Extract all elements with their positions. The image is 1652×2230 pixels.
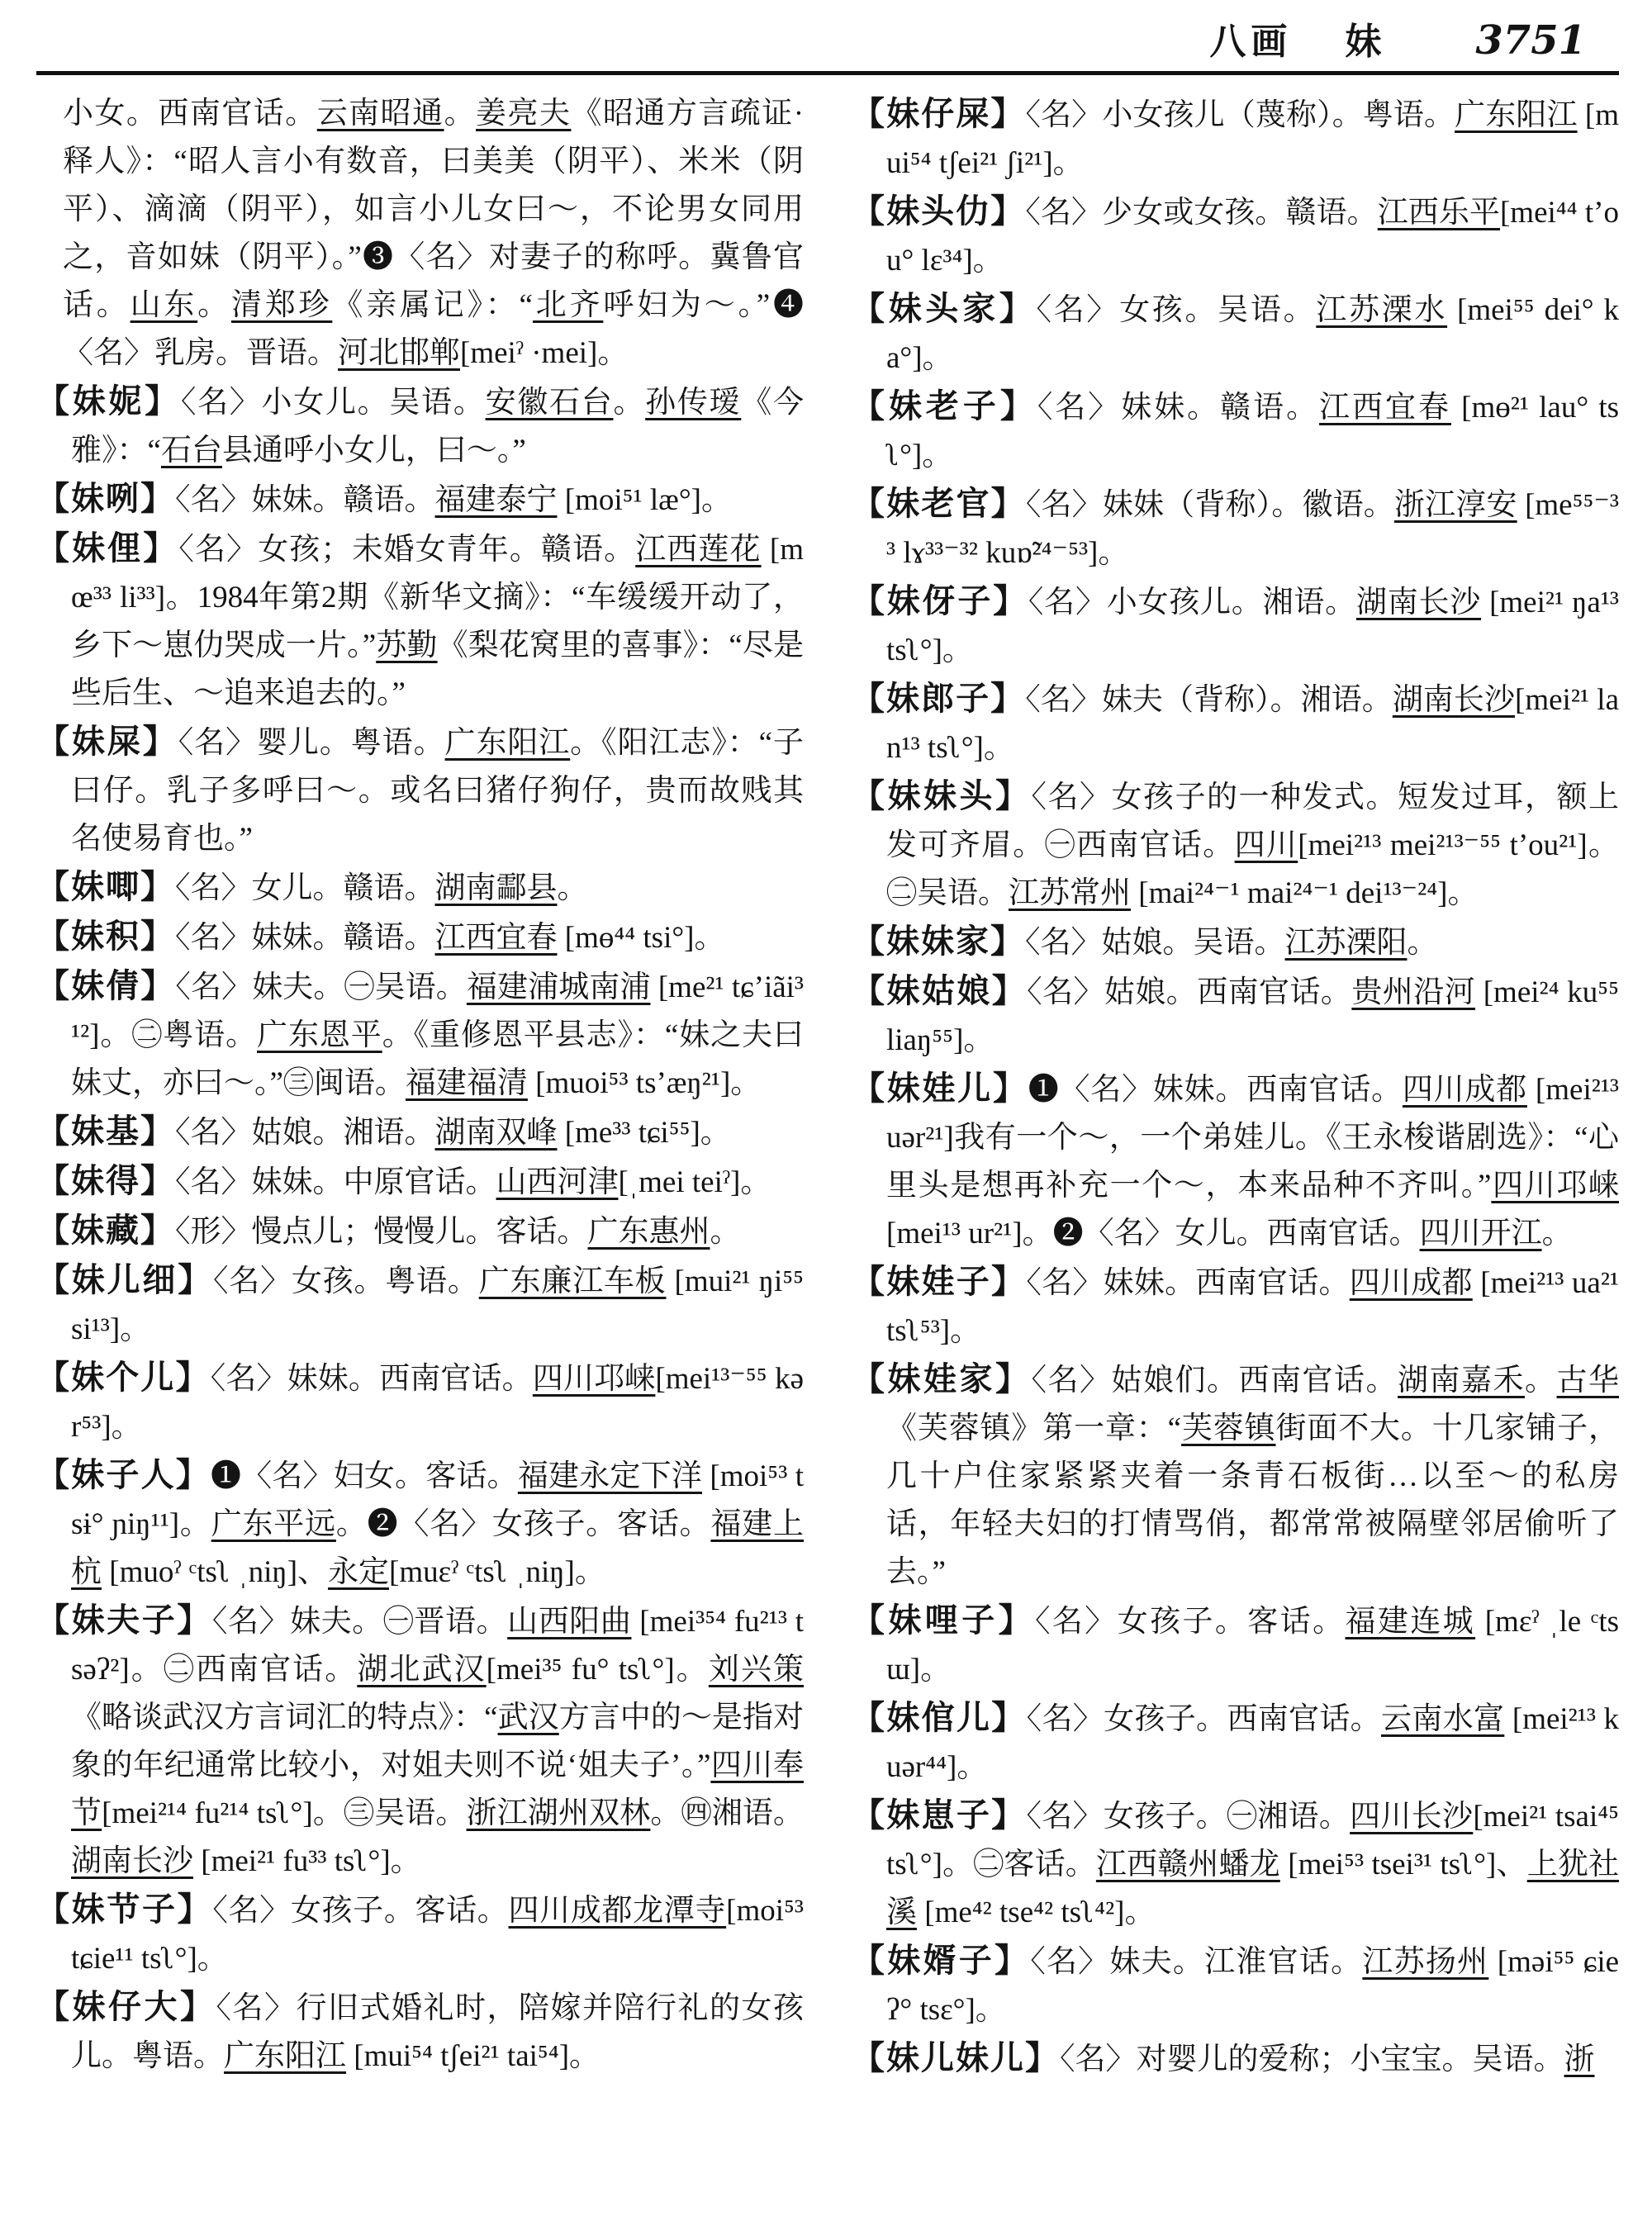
proper-noun-underlined: 江苏溧水	[1316, 293, 1448, 327]
entry-text: [mei⁵³ tsei³¹ tsʅ°]、	[1279, 1848, 1527, 1881]
entry-text: [mei³⁵⁴ fu²¹³ tsəʔ²]。㊁西南官话。	[71, 1605, 805, 1687]
dictionary-entry	[36, 1597, 804, 1886]
entry-text: [mɛˀ ˌle ᶜtsɯ]。	[886, 1605, 1620, 1687]
entry-text: [me³³ tɕi⁵⁵]。	[557, 1116, 731, 1150]
entry-text: 。	[197, 288, 231, 322]
entry-text: 。	[1525, 1364, 1557, 1397]
proper-noun-underlined: 福建永定下洋	[517, 1459, 702, 1493]
proper-noun-underlined: 江西宜春	[1319, 391, 1451, 425]
proper-noun-underlined: 湖南嘉禾	[1398, 1364, 1525, 1397]
dictionary-entry	[852, 675, 1619, 772]
entry-text: 。	[444, 97, 477, 130]
entry-headword: 【妹姑娘】	[852, 972, 1028, 1009]
dictionary-entry	[852, 1597, 1619, 1694]
entry-headword: 【妹个儿】	[36, 1359, 211, 1396]
proper-noun-underlined: 四川成都	[1402, 1073, 1527, 1107]
entry-headword: 【妹头仂】	[852, 192, 1026, 230]
entry-text: 〈名〉妹妹。赣语。	[1037, 391, 1320, 425]
entry-headword: 【妹屎】	[36, 723, 178, 760]
dictionary-entry	[36, 377, 804, 475]
entry-text: 街面不大。十几家铺子，几十户住家紧紧夹着一条青石板街…以至～的私房话，年轻夫妇的打情骂俏，都常常被隔壁邻居偷听了去。”	[886, 1412, 1620, 1589]
entry-text: 县通呼小女儿，曰～。”	[221, 434, 526, 467]
entry-text: 《略谈武汉方言词汇的特点》：“	[71, 1701, 498, 1734]
proper-noun-underlined: 山西河津	[496, 1165, 619, 1199]
entry-headword: 【妹娃子】	[852, 1263, 1027, 1300]
entry-text: [mɵ⁴⁴ tsi°]。	[557, 921, 725, 955]
entry-text: [moi⁵³ tɕie¹¹ tsʅ°]。	[71, 1894, 805, 1976]
entry-text: [moi⁵³ tsɨ° ɲiŋ¹¹]。	[71, 1459, 805, 1541]
dictionary-entry	[852, 967, 1619, 1065]
proper-noun-underlined: 江西乐平	[1377, 196, 1500, 230]
proper-noun-underlined: 福建泰宁	[434, 483, 558, 517]
proper-noun-underlined: 河北邯郸	[338, 336, 460, 370]
entry-text: 〈名〉女孩子的一种发式。短发过耳，额上发可齐眉。㊀西南官话。	[886, 780, 1619, 862]
entry-headword: 【妹子人】	[36, 1456, 211, 1493]
entry-text: 〈名〉对婴儿的爱称；小宝宝。吴语。	[1060, 2043, 1564, 2076]
proper-noun-underlined: 云南昭通	[316, 97, 444, 130]
entry-text: 〈名〉妹夫。江淮官话。	[1030, 1945, 1363, 1979]
entry-text: [mɵ²¹ lau° tsʅ°]。	[886, 391, 1620, 472]
dictionary-entry	[852, 480, 1619, 577]
proper-noun-underlined: 浙江淳安	[1393, 488, 1517, 522]
entry-text: ❶〈名〉妹妹。西南官话。	[1028, 1073, 1403, 1107]
entry-headword: 【妹倌儿】	[852, 1699, 1027, 1736]
entry-text: 〈名〉女儿。赣语。	[175, 871, 435, 905]
entry-text: 《昭通方言疏证·释人》：“昭人言小有数音，曰美美（阴平）、米米（阴平）、滴滴（阴平），如言小儿女曰～，不论男女同用之，音如妹（阴平）。”❸〈名〉对妻子的称呼。冀鲁官话。	[63, 97, 805, 322]
entry-text: 《今雅》：“	[71, 386, 805, 467]
continuation-paragraph	[36, 90, 804, 377]
entry-text: 〈名〉小女孩儿（蔑称）。粤语。	[1025, 98, 1455, 132]
entry-text: 〈名〉小女孩儿。湘语。	[1028, 586, 1356, 619]
entry-headword: 【妹儿细】	[36, 1261, 213, 1298]
proper-noun-underlined: 福建连城	[1345, 1605, 1476, 1639]
entry-text: 呼妇为～。”❹〈名〉乳房。晋语。	[63, 288, 805, 370]
dictionary-entry	[852, 1694, 1619, 1791]
entry-text: [mei¹³⁻⁵⁵ kər⁵³]。	[71, 1362, 805, 1444]
entry-headword: 【妹唧】	[36, 868, 175, 905]
entry-headword: 【妹老子】	[852, 387, 1037, 425]
entry-text: 〈名〉女孩。吴语。	[1036, 293, 1317, 327]
entry-text: 〈名〉女孩子。西南官话。	[1026, 1702, 1381, 1736]
entry-text: [me⁵⁵⁻³³ lɤ³³⁻³² kuɒ̃²⁴⁻⁵³]。	[886, 488, 1620, 570]
entry-headword: 【妹婿子】	[852, 1942, 1031, 1979]
proper-noun-underlined: 广东恩平	[257, 1018, 382, 1052]
proper-noun-underlined: 江苏扬州	[1362, 1945, 1489, 1979]
proper-noun-underlined: 孙传瑷	[645, 386, 742, 420]
header-rule	[36, 71, 1619, 75]
entry-headword: 【妹节子】	[36, 1891, 213, 1928]
dictionary-entry	[36, 913, 804, 962]
proper-noun-underlined: 广东廉江车板	[478, 1264, 667, 1298]
entry-headword: 【妹娃家】	[852, 1360, 1032, 1397]
entry-text: [mei²¹ tsai⁴⁵ tsʅ°]。㊁客话。	[886, 1800, 1620, 1881]
running-head	[36, 12, 1619, 71]
dictionary-entry	[36, 524, 804, 718]
left-column	[36, 90, 804, 2084]
entry-text: 〈名〉妹夫。㊀晋语。	[211, 1605, 508, 1639]
proper-noun-underlined: 广东阳江	[1455, 98, 1578, 132]
dictionary-entry	[36, 1207, 804, 1256]
proper-noun-underlined: 四川邛崃	[1491, 1169, 1620, 1203]
entry-text: [məi⁵⁵ ɕieʔ° tsɛ°]。	[886, 1945, 1620, 2027]
entry-text: 〈名〉姑娘。湘语。	[175, 1116, 435, 1150]
entry-text: [mei⁴⁴ t’ou° lɛ³⁴]。	[886, 196, 1620, 278]
entry-text: 。《重修恩平县志》：“妹之夫曰妹丈，亦曰～。”㊂闽语。	[71, 1018, 805, 1100]
proper-noun-underlined: 云南水富	[1381, 1702, 1505, 1736]
entry-text: [muoi⁵³ ts’æŋ²¹]。	[527, 1066, 762, 1100]
entry-text: [mei²¹³ uər²¹]我有一个～，一个弟娃儿。《王永梭谐剧选》：“心里头是想再补充一个～，本来品种不齐叫。”	[886, 1073, 1620, 1203]
entry-text: [mei²¹³ mei²¹³⁻⁵⁵ t’ou²¹]。㊁吴语。	[886, 828, 1620, 910]
proper-noun-underlined: 安徽石台	[485, 386, 614, 420]
proper-noun-underlined: 广东平远	[211, 1507, 336, 1541]
entry-headword: 【妹哩子】	[852, 1601, 1035, 1639]
entry-text: [mei²¹ lan¹³ tsʅ°]。	[886, 683, 1620, 765]
entry-headword: 【妹郎子】	[852, 680, 1026, 717]
dictionary-entry	[36, 1983, 804, 2081]
proper-noun-underlined: 江西宜春	[434, 921, 558, 955]
proper-noun-underlined: 四川奉节	[71, 1748, 804, 1830]
entry-text: 。《阳江志》：“子曰仔。乳子多呼曰～。或名曰猪仔狗仔，贵而故贱其名使易育也。”	[71, 726, 805, 856]
entry-text: [moi⁵¹ læ°]。	[557, 483, 732, 517]
dictionary-entry	[36, 1256, 804, 1354]
entry-headword: 【妹积】	[36, 918, 175, 955]
entry-text: 〈名〉妹妹。西南官话。	[1026, 1266, 1350, 1300]
entry-text: [mei²¹³ kuər⁴⁴]。	[886, 1702, 1620, 1784]
proper-noun-underlined: 山西阳曲	[507, 1605, 632, 1639]
entry-text: 〈名〉少女或女孩。赣语。	[1025, 196, 1378, 230]
entry-text: 。	[1541, 1217, 1573, 1250]
proper-noun-underlined: 永定	[328, 1555, 390, 1589]
entry-text: [me²¹ tɕ’iãi³¹²]。㊁粤语。	[71, 970, 805, 1052]
entry-text: ❶〈名〉妇女。客话。	[210, 1459, 518, 1493]
entry-text: 〈名〉姑娘。吴语。	[1025, 926, 1285, 960]
entry-headword: 【妹伢子】	[852, 582, 1028, 619]
page-number: 3751	[1475, 17, 1586, 64]
entry-text: [mei²¹ ŋa¹³ tsʅ°]。	[886, 586, 1619, 667]
entry-text: 〈名〉女孩子。客话。	[1035, 1605, 1346, 1639]
entry-headword: 【妹藏】	[36, 1212, 175, 1249]
proper-noun-underlined: 石台	[160, 434, 222, 467]
proper-noun-underlined: 四川成都	[1349, 1266, 1473, 1300]
entry-text: 〈形〉慢点儿；慢慢儿。客话。	[175, 1215, 588, 1249]
entry-text: [mei²¹³ ua²¹ tsʅ⁵³]。	[886, 1266, 1620, 1348]
entry-text: 〈名〉姑娘们。西南官话。	[1031, 1364, 1398, 1397]
entry-text: [mui²¹ ŋi⁵⁵ si¹³]。	[71, 1264, 805, 1346]
entry-text: [mai²⁴⁻¹ mai²⁴⁻¹ dei¹³⁻²⁴]。	[1131, 876, 1479, 910]
entry-text: [mei¹³ ur²¹]。❷〈名〉女儿。西南官话。	[886, 1217, 1420, 1250]
entry-text: [mei²⁴ ku⁵⁵ liaŋ⁵⁵]。	[886, 975, 1620, 1057]
dictionary-entry	[36, 1354, 804, 1451]
proper-noun-underlined: 江西赣州蟠龙	[1095, 1848, 1280, 1881]
entry-text: [meiˀ ·mei]。	[460, 336, 629, 370]
proper-noun-underlined: 上犹社溪	[886, 1848, 1620, 1929]
dictionary-entry	[852, 772, 1619, 918]
entry-text: [mui⁵⁴ tʃei²¹ tai⁵⁴]。	[346, 2039, 601, 2073]
entry-text: [mei³⁵ fu° tsʅ°]。	[486, 1653, 709, 1687]
proper-noun-underlined: 江苏溧阳	[1284, 926, 1408, 960]
dictionary-entry	[852, 1355, 1619, 1597]
proper-noun-underlined: 湖北武汉	[357, 1653, 487, 1687]
proper-noun-underlined: 武汉	[497, 1701, 559, 1734]
right-column	[852, 90, 1619, 2084]
dictionary-entry	[852, 382, 1619, 480]
dictionary-entry	[36, 718, 804, 863]
dictionary-entry	[852, 2034, 1619, 2084]
proper-noun-underlined: 广东阳江	[224, 2039, 346, 2073]
entry-headword: 【妹俚】	[36, 529, 179, 567]
entry-headword: 【妹基】	[36, 1113, 175, 1150]
entry-headword: 【妹仔大】	[36, 1988, 216, 2025]
dictionary-entry	[36, 1108, 804, 1157]
dictionary-entry	[852, 918, 1619, 967]
entry-headword: 【妹夫子】	[36, 1601, 212, 1639]
entry-headword: 【妹老官】	[852, 485, 1026, 522]
entry-text: 《芙蓉镇》第一章：“	[886, 1412, 1182, 1445]
entry-text: [muɛˀ ᶜtsʅ ˌniŋ]。	[389, 1555, 605, 1589]
entry-headword: 【妹倩】	[36, 967, 176, 1004]
dictionary-entry	[852, 285, 1619, 382]
dictionary-entry	[36, 1157, 804, 1207]
entry-text: 。	[613, 386, 646, 420]
dictionary-entry	[852, 1937, 1619, 2034]
entry-text: 〈名〉女孩子。㊀湘语。	[1026, 1800, 1351, 1834]
entry-text: [mei²¹ fu³³ tsʅ°]。	[193, 1844, 421, 1878]
entry-text: 〈名〉行旧式婚礼时，陪嫁并陪行礼的女孩儿。粤语。	[71, 1991, 804, 2073]
entry-text: 〈名〉妹夫。㊀吴语。	[175, 970, 467, 1004]
entry-text: 〈名〉姑娘。西南官话。	[1027, 975, 1352, 1009]
entry-text: [mei⁵⁵ dei° ka°]。	[886, 293, 1620, 375]
entry-text: 〈名〉妹妹。西南官话。	[210, 1362, 533, 1396]
entry-text: [mei²¹⁴ fu²¹⁴ tsʅ°]。㊂吴语。	[102, 1796, 467, 1830]
entry-text: 小女。西南官话。	[63, 97, 317, 130]
entry-text: [me⁴² tse⁴² tsʅ⁴²]。	[917, 1896, 1156, 1929]
entry-headword: 【妹妹头】	[852, 777, 1032, 814]
entry-text: 〈名〉女孩；未婚女青年。赣语。	[178, 533, 636, 567]
proper-noun-underlined: 四川成都龙潭寺	[508, 1894, 727, 1928]
entry-headword: 【妹娃儿】	[852, 1070, 1028, 1107]
entry-text: 〈名〉妹妹。赣语。	[175, 483, 435, 517]
proper-noun-underlined: 湖南长沙	[1355, 586, 1482, 619]
dictionary-entry	[852, 1065, 1619, 1258]
entry-text: 。❷〈名〉女孩子。客话。	[335, 1507, 711, 1541]
entry-headword: 【妹得】	[36, 1162, 175, 1199]
dictionary-entry	[852, 577, 1619, 675]
entry-text: 〈名〉小女儿。吴语。	[180, 386, 486, 420]
proper-noun-underlined: 四川	[1234, 828, 1298, 862]
proper-noun-underlined: 江苏常州	[1009, 876, 1131, 910]
entry-text: 《梨花窝里的喜事》：“尽是些后生、～追来追去的。”	[71, 629, 805, 710]
header-section-label: 八画	[1209, 21, 1293, 62]
proper-noun-underlined: 古华	[1556, 1364, 1619, 1397]
dictionary-entry	[852, 90, 1619, 187]
proper-noun-underlined: 山东	[130, 288, 198, 322]
dictionary-entry	[36, 962, 804, 1108]
content-columns	[36, 90, 1619, 2084]
entry-text: 方言中的～是指对象的年纪通常比较小，对姐夫则不说‘姐夫子’。”	[71, 1701, 805, 1782]
dictionary-entry	[852, 1258, 1619, 1355]
entry-text: 〈名〉妹夫（背称）。湘语。	[1025, 683, 1393, 717]
proper-noun-underlined: 清郑珍	[230, 288, 333, 322]
proper-noun-underlined: 湖南酃县	[434, 871, 558, 905]
proper-noun-underlined: 福建浦城南浦	[466, 970, 651, 1004]
entry-text: 〈名〉女孩。粤语。	[213, 1264, 479, 1298]
proper-noun-underlined: 江西莲花	[635, 533, 762, 567]
entry-text: 〈名〉妹妹。赣语。	[175, 921, 435, 955]
proper-noun-underlined: 贵州沿河	[1351, 975, 1476, 1009]
proper-noun-underlined: 湖南双峰	[434, 1116, 558, 1150]
dictionary-entry	[36, 475, 804, 524]
proper-noun-underlined: 四川开江	[1419, 1217, 1542, 1250]
entry-text: 。	[710, 1215, 741, 1249]
proper-noun-underlined: 北齐	[532, 288, 604, 322]
dictionary-entry	[36, 1451, 804, 1597]
entry-text: 〈名〉妹妹（背称）。徽语。	[1025, 488, 1394, 522]
proper-noun-underlined: 芙蓉镇	[1181, 1412, 1276, 1445]
entry-text: 。㊃湘语。	[650, 1796, 805, 1830]
proper-noun-underlined: 广东阳江	[444, 726, 571, 760]
dictionary-entry	[852, 1791, 1619, 1937]
entry-headword: 【妹妮】	[36, 382, 181, 420]
proper-noun-underlined: 苏勤	[376, 629, 438, 662]
entry-headword: 【妹头家】	[852, 290, 1037, 327]
header-entry-character: 妹	[1345, 21, 1385, 62]
entry-text: 〈名〉妹妹。中原官话。	[175, 1165, 496, 1199]
proper-noun-underlined: 湖南长沙	[1392, 683, 1516, 717]
entry-text: 《亲属记》：“	[332, 288, 533, 322]
entry-text: 〈名〉女孩子。客话。	[212, 1894, 509, 1928]
proper-noun-underlined: 四川邛崃	[532, 1362, 656, 1396]
entry-text: [mœ³³ li³³]。1984年第2期《新华文摘》：“车缓缓开动了，乡下～崽仂哭成一片。”	[71, 533, 805, 662]
entry-text: [mui⁵⁴ tʃei²¹ ʃi²¹]。	[886, 98, 1620, 180]
entry-headword: 【妹儿妹儿】	[852, 2039, 1060, 2076]
entry-headword: 【妹崽子】	[852, 1796, 1027, 1834]
proper-noun-underlined: 浙	[1564, 2043, 1595, 2076]
dictionary-entry	[36, 1886, 804, 1983]
proper-noun-underlined: 湖南长沙	[71, 1844, 193, 1878]
entry-headword: 【妹仔屎】	[852, 95, 1026, 132]
entry-text: 〈名〉婴儿。粤语。	[178, 726, 445, 760]
entry-text: 。	[557, 871, 588, 905]
proper-noun-underlined: 刘兴策	[708, 1653, 805, 1687]
proper-noun-underlined: 浙江湖州双林	[466, 1796, 651, 1830]
entry-headword: 【妹咧】	[36, 480, 175, 517]
proper-noun-underlined: 福建福清	[405, 1066, 528, 1100]
proper-noun-underlined: 姜亮夫	[476, 97, 572, 130]
entry-text: 。	[1407, 926, 1438, 960]
proper-noun-underlined: 四川长沙	[1350, 1800, 1474, 1834]
proper-noun-underlined: 福建上杭	[71, 1507, 805, 1589]
entry-text: [ˌmei teiˀ]。	[618, 1165, 771, 1199]
dictionary-entry	[36, 863, 804, 913]
entry-headword: 【妹妹家】	[852, 923, 1025, 960]
dictionary-entry	[852, 187, 1619, 285]
proper-noun-underlined: 广东惠州	[587, 1215, 710, 1249]
entry-text: [muoˀ ᶜtsʅ ˌniŋ]、	[102, 1555, 329, 1589]
